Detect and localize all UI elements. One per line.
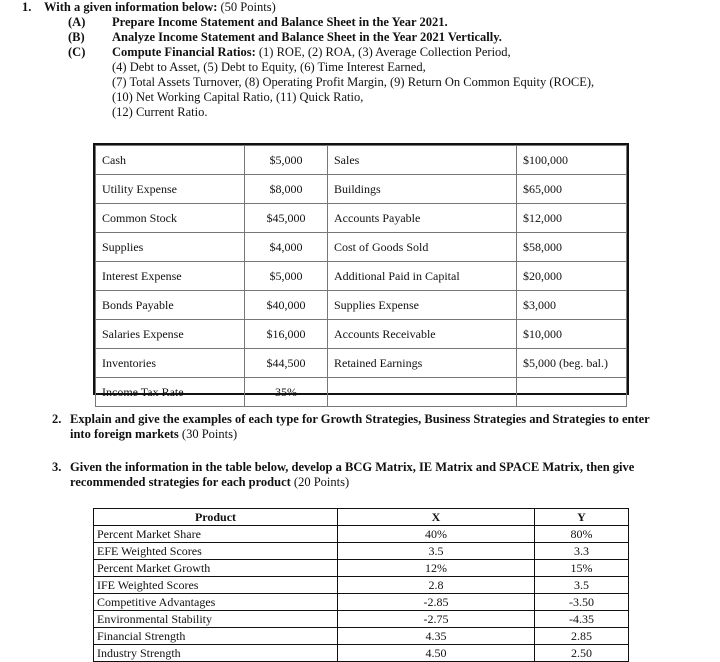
product-cell-y: -4.35 [535, 611, 629, 628]
question-1 [22, 0, 702, 120]
accounts-cell-a: Utility Expense [96, 175, 245, 204]
accounts-row [96, 320, 627, 349]
question-2-text: Explain and give the examples of each type for Growth Strategies, Business Strategies and Strategies to enter into foreign markets [70, 412, 650, 441]
question-3-text: Given the information in the table below, develop a BCG Matrix, IE Matrix and SPACE Matrix, then give recommended strategies for each product [70, 460, 635, 489]
question-2 [52, 412, 672, 442]
ratio-line: (10) Net Working Capital Ratio, (11) Quick Ratio, [112, 90, 364, 104]
product-cell-x: -2.75 [338, 611, 535, 628]
accounts-cell-b: Buildings [328, 175, 517, 204]
accounts-cell-a: Common Stock [96, 204, 245, 233]
product-cell-x: 3.5 [338, 543, 535, 560]
question-1-item-b [22, 30, 702, 45]
accounts-row [96, 204, 627, 233]
item-label: (A) [68, 15, 86, 29]
product-cell-y: 2.50 [535, 645, 629, 662]
accounts-cell-a: Interest Expense [96, 262, 245, 291]
accounts-cell-av: $4,000 [245, 233, 328, 262]
product-cell-y: 15% [535, 560, 629, 577]
accounts-cell-bv: $5,000 (beg. bal.) [517, 349, 627, 378]
header-x: X [338, 509, 535, 526]
item-text: Analyze Income Statement and Balance Sheet in the Year 2021 Vertically. [112, 30, 502, 44]
accounts-row [96, 175, 627, 204]
accounts-cell-av: 35% [245, 378, 328, 407]
question-3-body [70, 460, 682, 490]
accounts-cell-b: Accounts Payable [328, 204, 517, 233]
product-cell-y: -3.50 [535, 594, 629, 611]
header-y: Y [535, 509, 629, 526]
product-cell-y: 2.85 [535, 628, 629, 645]
accounts-cell-a: Supplies [96, 233, 245, 262]
product-row [94, 645, 629, 662]
header-product: Product [94, 509, 338, 526]
item-label: (C) [68, 45, 86, 59]
accounts-cell-b: Supplies Expense [328, 291, 517, 320]
accounts-cell-av: $44,500 [245, 349, 328, 378]
accounts-cell-bv: $65,000 [517, 175, 627, 204]
item-text: (1) ROE, (2) ROA, (3) Average Collection Period, [258, 45, 511, 59]
product-row [94, 577, 629, 594]
ratio-line: (12) Current Ratio. [112, 105, 208, 119]
product-cell-label: IFE Weighted Scores [94, 577, 338, 594]
question-1-title: With a given information below: [44, 0, 218, 14]
product-cell-label: Competitive Advantages [94, 594, 338, 611]
accounts-row [96, 233, 627, 262]
accounts-cell-av: $40,000 [245, 291, 328, 320]
accounts-row [96, 291, 627, 320]
item-text: Prepare Income Statement and Balance Sheet in the Year 2021. [112, 15, 448, 29]
question-1-item-c [22, 45, 702, 60]
question-2-body [70, 412, 672, 442]
accounts-cell-av: $5,000 [245, 262, 328, 291]
accounts-cell-b: Retained Earnings [328, 349, 517, 378]
question-2-points: (30 Points) [181, 427, 238, 441]
product-row [94, 628, 629, 645]
question-2-number: 2. [52, 412, 62, 426]
accounts-row [96, 262, 627, 291]
accounts-cell-bv: $20,000 [517, 262, 627, 291]
product-cell-y: 80% [535, 526, 629, 543]
product-cell-label: EFE Weighted Scores [94, 543, 338, 560]
accounts-cell-av: $45,000 [245, 204, 328, 233]
product-row [94, 526, 629, 543]
accounts-cell-bv: $3,000 [517, 291, 627, 320]
accounts-cell-bv: $58,000 [517, 233, 627, 262]
question-3-number: 3. [52, 460, 62, 474]
accounts-cell-b: Accounts Receivable [328, 320, 517, 349]
question-1-item-a [22, 15, 702, 30]
product-row [94, 594, 629, 611]
product-cell-x: 12% [338, 560, 535, 577]
accounts-cell-a: Salaries Expense [96, 320, 245, 349]
question-3 [52, 460, 682, 490]
accounts-cell-av: $8,000 [245, 175, 328, 204]
product-cell-label: Percent Market Share [94, 526, 338, 543]
accounts-cell-av: $16,000 [245, 320, 328, 349]
accounts-cell-a: Inventories [96, 349, 245, 378]
accounts-cell-b [328, 378, 517, 407]
accounts-cell-a: Cash [96, 146, 245, 175]
item-lead: Compute Financial Ratios: [112, 45, 256, 59]
product-cell-label: Percent Market Growth [94, 560, 338, 577]
accounts-cell-bv [517, 378, 627, 407]
accounts-cell-b: Cost of Goods Sold [328, 233, 517, 262]
product-cell-x: -2.85 [338, 594, 535, 611]
product-cell-x: 40% [338, 526, 535, 543]
product-cell-x: 2.8 [338, 577, 535, 594]
accounts-cell-b: Sales [328, 146, 517, 175]
product-cell-label: Financial Strength [94, 628, 338, 645]
accounts-table [93, 143, 629, 399]
question-1-points: (50 Points) [220, 0, 276, 14]
product-cell-label: Environmental Stability [94, 611, 338, 628]
item-label: (B) [68, 30, 85, 44]
accounts-cell-av: $5,000 [245, 146, 328, 175]
product-cell-label: Industry Strength [94, 645, 338, 662]
accounts-cell-bv: $100,000 [517, 146, 627, 175]
accounts-cell-bv: $12,000 [517, 204, 627, 233]
product-table [93, 508, 629, 662]
product-cell-y: 3.5 [535, 577, 629, 594]
item-text-wrap [112, 45, 702, 60]
question-1-heading [22, 0, 702, 15]
accounts-cell-b: Additional Paid in Capital [328, 262, 517, 291]
ratio-line: (4) Debt to Asset, (5) Debt to Equity, (6) Time Interest Earned, [112, 60, 426, 74]
product-cell-x: 4.50 [338, 645, 535, 662]
question-3-points: (20 Points) [293, 475, 350, 489]
question-1-number: 1. [22, 0, 32, 14]
accounts-row [96, 349, 627, 378]
accounts-cell-a: Income Tax Rate [96, 378, 245, 407]
accounts-cell-a: Bonds Payable [96, 291, 245, 320]
accounts-cell-bv: $10,000 [517, 320, 627, 349]
product-cell-y: 3.3 [535, 543, 629, 560]
product-row [94, 560, 629, 577]
ratio-line: (7) Total Assets Turnover, (8) Operating Profit Margin, (9) Return On Common Equity (ROCE), [112, 75, 595, 89]
accounts-row [96, 146, 627, 175]
product-cell-x: 4.35 [338, 628, 535, 645]
product-row [94, 543, 629, 560]
product-row [94, 611, 629, 628]
product-table-header [94, 509, 629, 526]
accounts-row [96, 378, 627, 407]
